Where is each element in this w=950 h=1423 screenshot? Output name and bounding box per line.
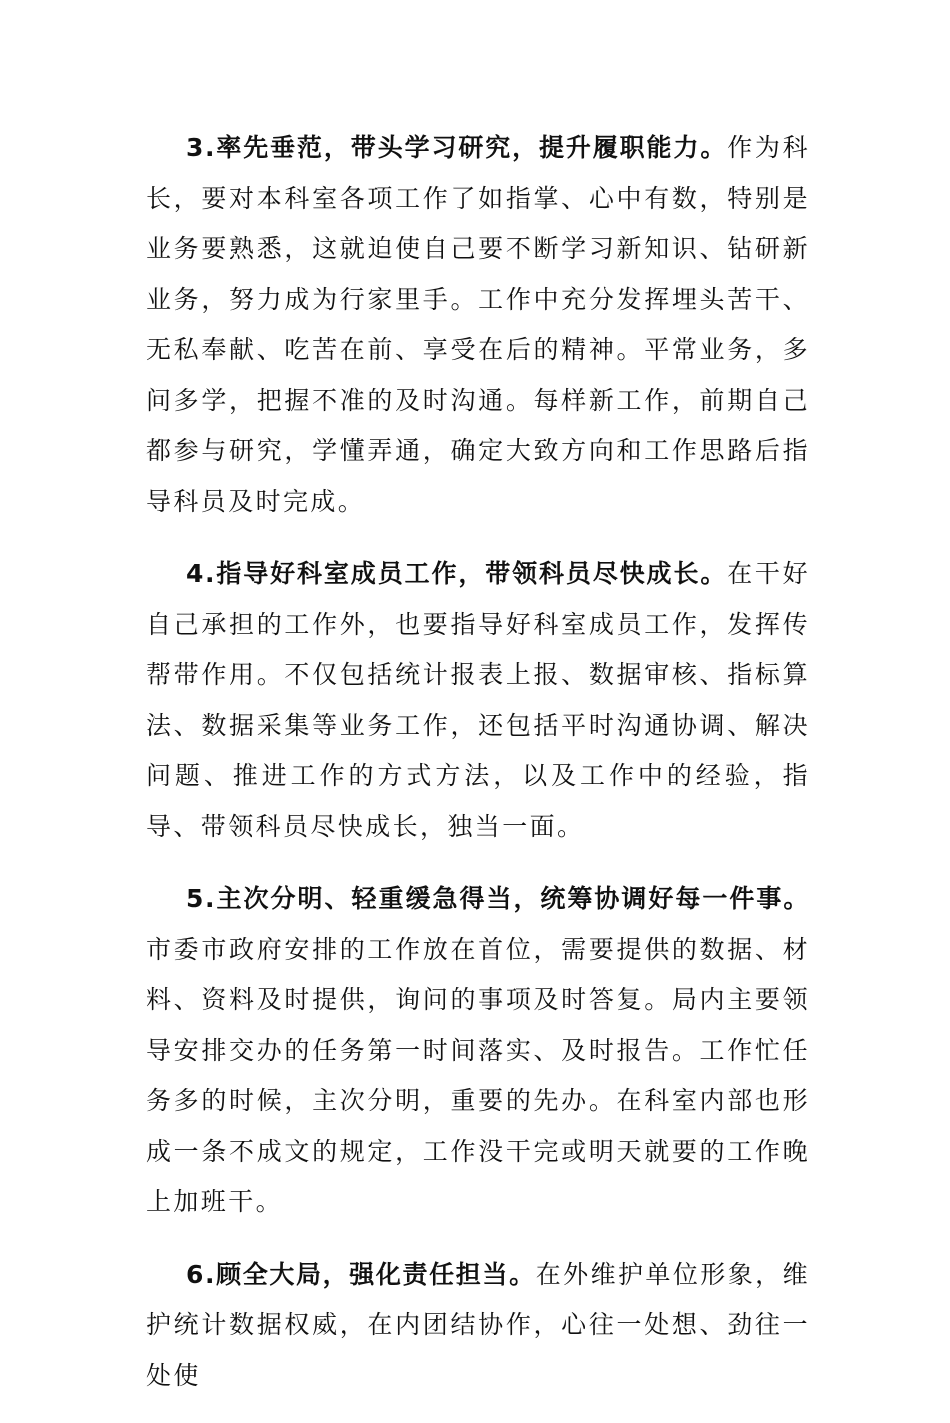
paragraph-5-heading: 5.主次分明、轻重缓急得当，统筹协调好每一件事。 bbox=[186, 884, 810, 913]
paragraph-5 bbox=[146, 874, 810, 1228]
paragraph-6-body: 在外维护单位形象，维护统计数据权威，在内团结协作，心往一处想、劲往一处使 bbox=[146, 1259, 810, 1390]
paragraph-4 bbox=[146, 549, 810, 852]
paragraph-3 bbox=[146, 123, 810, 527]
document-page bbox=[146, 123, 810, 1423]
paragraph-4-body: 在干好自己承担的工作外，也要指导好科室成员工作，发挥传帮带作用。不仅包括统计报表上报、数据审核、指标算法、数据采集等业务工作，还包括平时沟通协调、解决问题、推进工作的方式方法，以及工作中的经验，指导、带领科员尽快成长，独当一面。 bbox=[146, 559, 810, 841]
paragraph-6 bbox=[146, 1250, 810, 1402]
paragraph-6-heading: 6.顾全大局，强化责任担当。 bbox=[186, 1259, 536, 1289]
paragraph-5-body: 市委市政府安排的工作放在首位，需要提供的数据、材料、资料及时提供，询问的事项及时答复。局内主要领导安排交办的任务第一时间落实、及时报告。工作忙任务多的时候，主次分明，重要的先办。在科室内部也形成一条不成文的规定，工作没干完或明天就要的工作晚上加班干。 bbox=[146, 934, 810, 1216]
paragraph-3-body: 作为科长，要对本科室各项工作了如指掌、心中有数，特别是业务要熟悉，这就迫使自己要不断学习新知识、钻研新业务，努力成为行家里手。工作中充分发挥埋头苦干、无私奉献、吃苦在前、享受在后的精神。平常业务，多问多学，把握不准的及时沟通。每样新工作，前期自己都参与研究，学懂弄通，确定大致方向和工作思路后指导科员及时完成。 bbox=[146, 133, 810, 516]
paragraph-3-heading: 3.率先垂范，带头学习研究，提升履职能力。 bbox=[186, 133, 728, 162]
paragraph-4-heading: 4.指导好科室成员工作，带领科员尽快成长。 bbox=[186, 559, 728, 588]
